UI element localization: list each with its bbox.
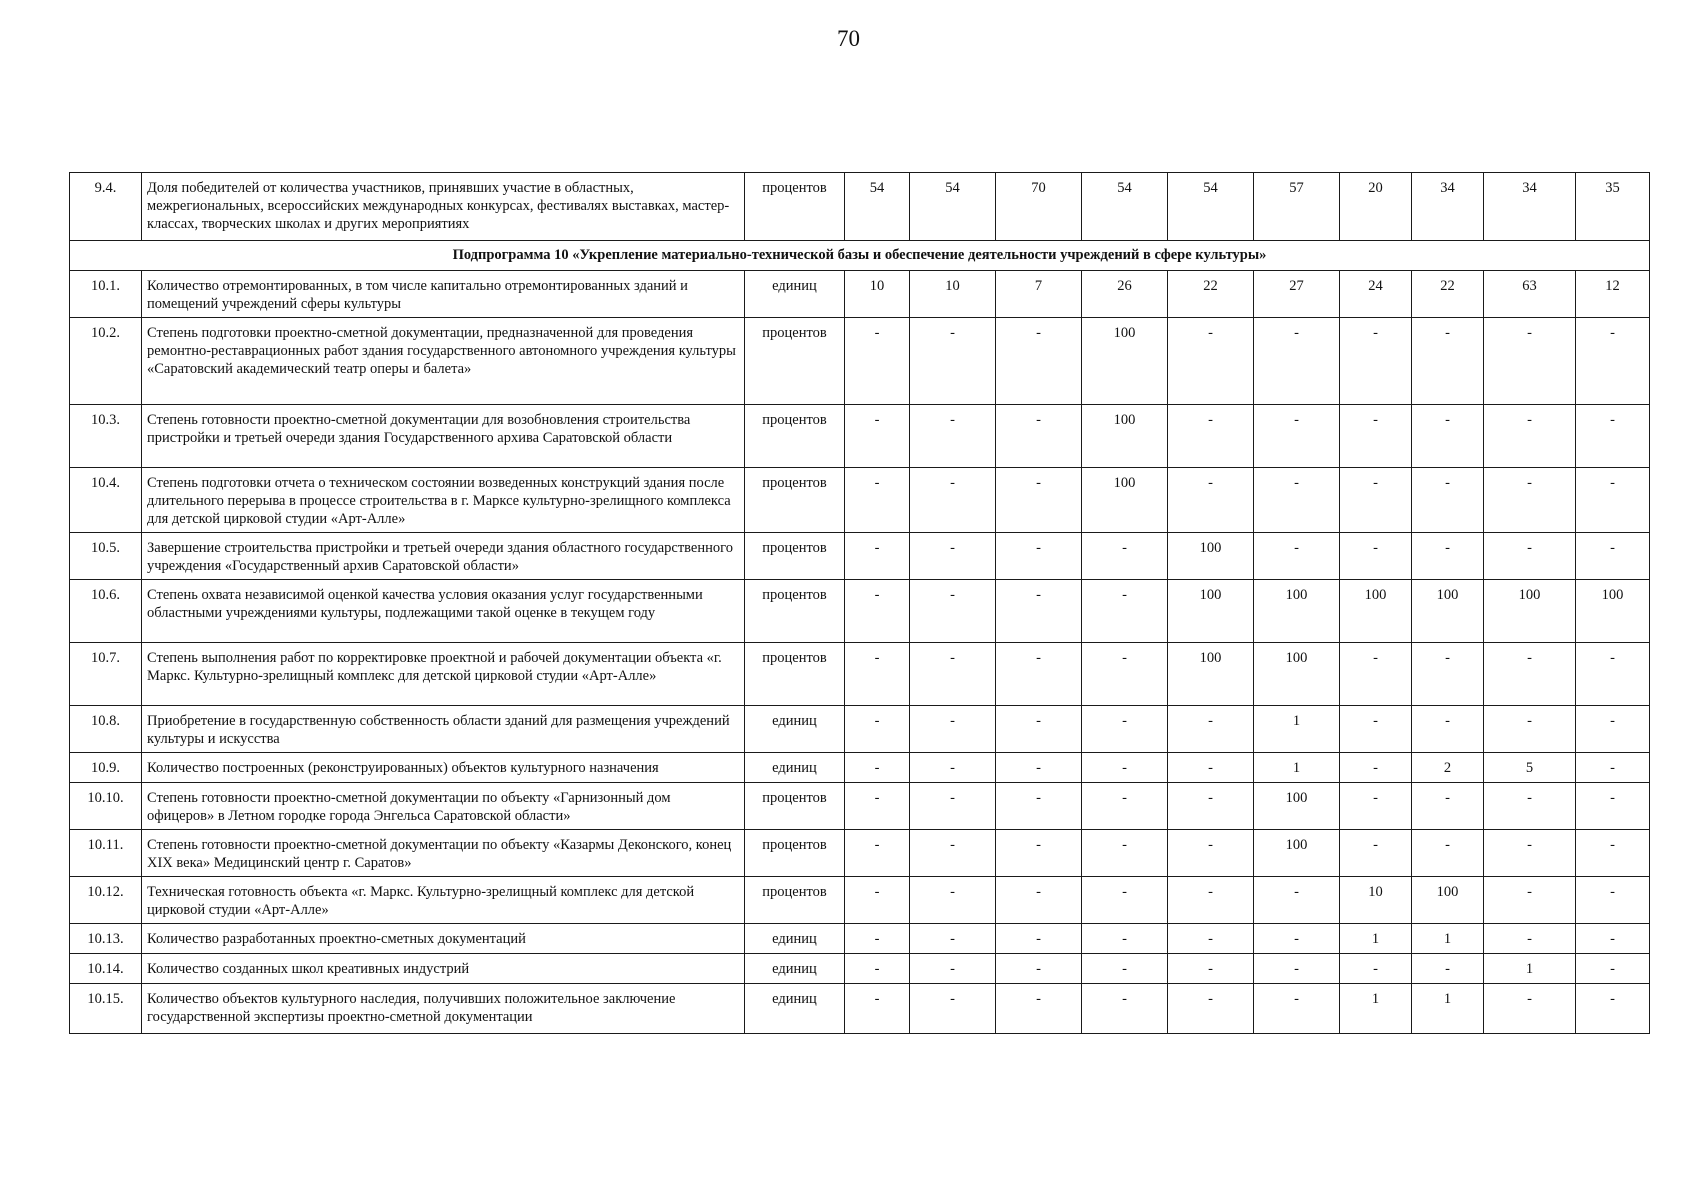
indicator-value: 100 <box>1254 643 1340 706</box>
indicator-value: - <box>910 783 996 830</box>
indicator-value: 10 <box>910 271 996 318</box>
table-row <box>70 924 1650 954</box>
indicator-value: - <box>1082 924 1168 954</box>
indicator-value: - <box>1412 468 1484 533</box>
indicator-value: - <box>1576 706 1650 753</box>
table-row <box>70 954 1650 984</box>
indicator-value: - <box>1576 753 1650 783</box>
table-row <box>70 580 1650 643</box>
indicator-value: 7 <box>996 271 1082 318</box>
indicator-value: - <box>1412 783 1484 830</box>
indicator-value: - <box>1484 533 1576 580</box>
indicator-number: 10.9. <box>70 753 142 783</box>
indicator-value: - <box>1484 984 1576 1034</box>
indicator-value: - <box>845 924 910 954</box>
indicator-unit: процентов <box>745 643 845 706</box>
indicator-value: - <box>1082 533 1168 580</box>
indicators-table <box>69 172 1650 1034</box>
indicator-value: - <box>1254 877 1340 924</box>
indicator-value: - <box>1484 468 1576 533</box>
indicator-value: - <box>910 984 996 1034</box>
indicator-value: - <box>1340 468 1412 533</box>
indicator-value: 100 <box>1576 580 1650 643</box>
indicator-value: 1 <box>1412 924 1484 954</box>
indicator-value: - <box>996 643 1082 706</box>
indicator-unit: процентов <box>745 580 845 643</box>
indicator-value: - <box>845 405 910 468</box>
indicator-value: - <box>1484 877 1576 924</box>
indicator-value: - <box>1576 643 1650 706</box>
indicator-value: - <box>1082 830 1168 877</box>
indicator-value: - <box>1340 954 1412 984</box>
table-row <box>70 173 1650 241</box>
indicator-value: 57 <box>1254 173 1340 241</box>
indicator-value: - <box>1168 753 1254 783</box>
indicator-name: Количество отремонтированных, в том числе капитально отремонтированных зданий и помещений учреждений сферы культуры <box>142 271 745 318</box>
indicator-value: - <box>1340 706 1412 753</box>
indicator-value: - <box>996 318 1082 405</box>
indicator-value: - <box>1168 830 1254 877</box>
indicator-value: 100 <box>1254 580 1340 643</box>
indicator-value: - <box>845 954 910 984</box>
indicator-value: - <box>1576 783 1650 830</box>
indicator-value: - <box>845 783 910 830</box>
indicator-value: 1 <box>1254 753 1340 783</box>
indicator-value: - <box>1168 954 1254 984</box>
table-row <box>70 984 1650 1034</box>
indicator-value: - <box>996 830 1082 877</box>
indicator-value: - <box>1412 954 1484 984</box>
indicator-value: 26 <box>1082 271 1168 318</box>
indicator-value: - <box>1082 877 1168 924</box>
indicator-value: - <box>996 984 1082 1034</box>
indicator-value: - <box>845 580 910 643</box>
indicator-value: - <box>1254 405 1340 468</box>
indicator-value: - <box>1082 753 1168 783</box>
indicator-value: - <box>1576 318 1650 405</box>
indicator-value: 100 <box>1484 580 1576 643</box>
indicator-value: 1 <box>1254 706 1340 753</box>
table-row <box>70 468 1650 533</box>
indicator-value: - <box>1484 318 1576 405</box>
indicator-value: - <box>1484 405 1576 468</box>
indicator-value: - <box>1340 318 1412 405</box>
indicator-value: - <box>1576 533 1650 580</box>
indicator-number: 10.8. <box>70 706 142 753</box>
indicator-value: - <box>1082 954 1168 984</box>
indicator-value: - <box>996 706 1082 753</box>
indicator-value: - <box>1168 706 1254 753</box>
indicator-value: - <box>1340 643 1412 706</box>
indicator-unit: единиц <box>745 924 845 954</box>
indicator-number: 9.4. <box>70 173 142 241</box>
indicator-name: Степень выполнения работ по корректировке проектной и рабочей документации объекта «г. Маркс. Культурно-зрелищный комплекс для детской цирковой студии «Арт-Алле» <box>142 643 745 706</box>
indicator-value: 1 <box>1484 954 1576 984</box>
indicator-value: - <box>1168 405 1254 468</box>
indicator-value: - <box>1576 984 1650 1034</box>
indicator-value: - <box>1254 984 1340 1034</box>
indicator-value: - <box>1254 468 1340 533</box>
indicator-value: 24 <box>1340 271 1412 318</box>
indicator-name: Степень готовности проектно-сметной документации по объекту «Гарнизонный дом офицеров» в Летном городке города Энгельса Саратовской области» <box>142 783 745 830</box>
indicator-number: 10.1. <box>70 271 142 318</box>
indicator-value: - <box>1412 533 1484 580</box>
indicator-unit: процентов <box>745 533 845 580</box>
indicator-value: - <box>1168 877 1254 924</box>
indicator-value: 100 <box>1168 643 1254 706</box>
table-row <box>70 783 1650 830</box>
indicator-value: - <box>1082 643 1168 706</box>
indicator-value: 100 <box>1412 580 1484 643</box>
indicator-value: 27 <box>1254 271 1340 318</box>
indicator-value: 100 <box>1082 318 1168 405</box>
indicator-value: 100 <box>1254 783 1340 830</box>
indicator-value: - <box>996 924 1082 954</box>
indicator-value: 54 <box>1168 173 1254 241</box>
indicator-value: - <box>996 783 1082 830</box>
indicator-value: - <box>1168 984 1254 1034</box>
indicator-value: - <box>1576 830 1650 877</box>
indicator-value: 22 <box>1412 271 1484 318</box>
indicator-unit: процентов <box>745 405 845 468</box>
indicator-value: - <box>1484 830 1576 877</box>
indicator-value: - <box>1340 405 1412 468</box>
indicator-value: - <box>996 580 1082 643</box>
indicator-value: - <box>996 405 1082 468</box>
indicator-value: - <box>1168 783 1254 830</box>
indicator-value: 5 <box>1484 753 1576 783</box>
indicator-value: - <box>1254 318 1340 405</box>
indicator-value: - <box>1412 405 1484 468</box>
indicator-name: Степень охвата независимой оценкой качества условия оказания услуг государственными областными учреждениями культуры, подлежащими такой оценке в текущем году <box>142 580 745 643</box>
table-row <box>70 533 1650 580</box>
indicator-value: - <box>996 954 1082 984</box>
indicator-value: - <box>1082 706 1168 753</box>
indicator-number: 10.3. <box>70 405 142 468</box>
indicator-value: 34 <box>1412 173 1484 241</box>
indicator-value: 12 <box>1576 271 1650 318</box>
indicator-value: - <box>996 468 1082 533</box>
indicator-name: Количество созданных школ креативных индустрий <box>142 954 745 984</box>
indicator-value: - <box>910 877 996 924</box>
indicator-value: - <box>910 643 996 706</box>
indicator-number: 10.14. <box>70 954 142 984</box>
indicator-unit: единиц <box>745 271 845 318</box>
indicator-value: 100 <box>1168 580 1254 643</box>
indicator-name: Завершение строительства пристройки и третьей очереди здания областного государственного учреждения «Государственный архив Саратовской области» <box>142 533 745 580</box>
indicator-value: - <box>1412 643 1484 706</box>
indicator-name: Количество объектов культурного наследия, получивших положительное заключение государственной экспертизы проектно-сметной документации <box>142 984 745 1034</box>
indicator-unit: процентов <box>745 468 845 533</box>
indicator-value: - <box>910 533 996 580</box>
indicator-value: - <box>910 924 996 954</box>
indicator-value: 70 <box>996 173 1082 241</box>
indicator-value: - <box>1168 924 1254 954</box>
indicator-value: - <box>1576 924 1650 954</box>
indicator-unit: процентов <box>745 783 845 830</box>
indicator-value: - <box>1340 783 1412 830</box>
indicator-unit: процентов <box>745 173 845 241</box>
indicator-value: - <box>1254 533 1340 580</box>
indicator-value: 1 <box>1412 984 1484 1034</box>
indicator-value: - <box>1168 318 1254 405</box>
indicator-value: - <box>1254 924 1340 954</box>
table-row <box>70 271 1650 318</box>
table-row <box>70 877 1650 924</box>
indicator-value: - <box>845 984 910 1034</box>
indicator-number: 10.7. <box>70 643 142 706</box>
indicator-value: - <box>910 753 996 783</box>
indicator-value: 54 <box>1082 173 1168 241</box>
indicator-value: - <box>996 533 1082 580</box>
indicator-value: - <box>845 877 910 924</box>
indicator-value: - <box>1412 318 1484 405</box>
indicator-unit: единиц <box>745 706 845 753</box>
indicator-name: Количество разработанных проектно-сметных документаций <box>142 924 745 954</box>
indicator-value: - <box>1340 753 1412 783</box>
indicator-number: 10.4. <box>70 468 142 533</box>
indicator-value: - <box>845 706 910 753</box>
indicator-value: 100 <box>1412 877 1484 924</box>
indicator-value: 2 <box>1412 753 1484 783</box>
indicator-unit: единиц <box>745 753 845 783</box>
indicator-value: - <box>910 468 996 533</box>
indicator-value: - <box>1576 954 1650 984</box>
indicator-value: 10 <box>1340 877 1412 924</box>
indicator-value: - <box>1340 533 1412 580</box>
indicator-value: 100 <box>1254 830 1340 877</box>
page-number: 70 <box>837 26 860 51</box>
indicator-value: - <box>845 753 910 783</box>
table-body <box>70 173 1650 1034</box>
indicator-value: - <box>1082 783 1168 830</box>
indicator-value: 100 <box>1168 533 1254 580</box>
indicator-value: - <box>1484 706 1576 753</box>
indicator-number: 10.10. <box>70 783 142 830</box>
indicator-value: 35 <box>1576 173 1650 241</box>
indicator-name: Приобретение в государственную собственность области зданий для размещения учреждений культуры и искусства <box>142 706 745 753</box>
indicator-value: - <box>845 533 910 580</box>
indicator-name: Степень подготовки проектно-сметной документации, предназначенной для проведения ремонтно-реставрационных работ здания государственного автономного учреждения культуры «Саратовский академический театр оперы и балета» <box>142 318 745 405</box>
indicator-name: Степень готовности проектно-сметной документации для возобновления строительства пристройки и третьей очереди здания Государственного архива Саратовской области <box>142 405 745 468</box>
indicator-value: 54 <box>910 173 996 241</box>
indicator-value: - <box>1168 468 1254 533</box>
table-row <box>70 318 1650 405</box>
indicator-unit: процентов <box>745 877 845 924</box>
indicator-value: 34 <box>1484 173 1576 241</box>
indicator-value: - <box>1412 706 1484 753</box>
table-row <box>70 753 1650 783</box>
indicator-value: - <box>1484 783 1576 830</box>
indicator-value: - <box>1082 984 1168 1034</box>
indicator-value: - <box>1412 830 1484 877</box>
indicator-value: 63 <box>1484 271 1576 318</box>
indicator-value: 10 <box>845 271 910 318</box>
indicator-number: 10.15. <box>70 984 142 1034</box>
indicator-number: 10.6. <box>70 580 142 643</box>
table-row <box>70 830 1650 877</box>
table-row <box>70 706 1650 753</box>
indicator-value: - <box>910 405 996 468</box>
indicator-value: - <box>1484 643 1576 706</box>
indicator-unit: единиц <box>745 954 845 984</box>
indicator-value: - <box>910 830 996 877</box>
indicator-value: - <box>910 580 996 643</box>
indicator-value: - <box>910 954 996 984</box>
indicator-value: 100 <box>1082 468 1168 533</box>
indicator-number: 10.13. <box>70 924 142 954</box>
subprogram-header-row <box>70 241 1650 271</box>
indicator-value: - <box>910 318 996 405</box>
indicator-value: - <box>1254 954 1340 984</box>
indicator-name: Количество построенных (реконструированных) объектов культурного назначения <box>142 753 745 783</box>
indicator-value: - <box>845 643 910 706</box>
indicator-value: - <box>845 468 910 533</box>
indicator-value: - <box>1484 924 1576 954</box>
indicator-value: - <box>1576 468 1650 533</box>
indicator-number: 10.12. <box>70 877 142 924</box>
indicator-value: - <box>910 706 996 753</box>
indicator-number: 10.5. <box>70 533 142 580</box>
indicator-value: 22 <box>1168 271 1254 318</box>
indicator-value: 1 <box>1340 984 1412 1034</box>
indicator-name: Доля победителей от количества участников, принявших участие в областных, межрегиональных, всероссийских международных конкурсах, фестивалях выставках, мастер-классах, творческих школах и других мероприятиях <box>142 173 745 241</box>
indicator-number: 10.2. <box>70 318 142 405</box>
indicator-value: - <box>1082 580 1168 643</box>
indicator-value: - <box>996 877 1082 924</box>
indicator-unit: процентов <box>745 830 845 877</box>
indicator-unit: единиц <box>745 984 845 1034</box>
indicator-name: Степень подготовки отчета о техническом состоянии возведенных конструкций здания после длительного перерыва в процессе строительства в г. Марксе культурно-зрелищного комплекса для детской цирковой студии «Арт-Алле» <box>142 468 745 533</box>
indicator-value: 54 <box>845 173 910 241</box>
indicator-value: - <box>845 318 910 405</box>
table-row <box>70 405 1650 468</box>
indicator-value: 100 <box>1340 580 1412 643</box>
table-row <box>70 643 1650 706</box>
indicator-value: - <box>1576 405 1650 468</box>
indicator-number: 10.11. <box>70 830 142 877</box>
indicator-value: - <box>1340 830 1412 877</box>
indicator-value: 100 <box>1082 405 1168 468</box>
indicator-value: - <box>1576 877 1650 924</box>
indicator-unit: процентов <box>745 318 845 405</box>
indicator-value: - <box>996 753 1082 783</box>
indicator-name: Техническая готовность объекта «г. Маркс. Культурно-зрелищный комплекс для детской цирковой студии «Арт-Алле» <box>142 877 745 924</box>
indicator-value: - <box>845 830 910 877</box>
indicator-name: Степень готовности проектно-сметной документации по объекту «Казармы Деконского, конец XIX века» Медицинский центр г. Саратов» <box>142 830 745 877</box>
indicator-value: 20 <box>1340 173 1412 241</box>
indicator-value: 1 <box>1340 924 1412 954</box>
subprogram-title: Подпрограмма 10 «Укрепление материально-технической базы и обеспечение деятельности учреждений в сфере культуры» <box>70 241 1650 271</box>
